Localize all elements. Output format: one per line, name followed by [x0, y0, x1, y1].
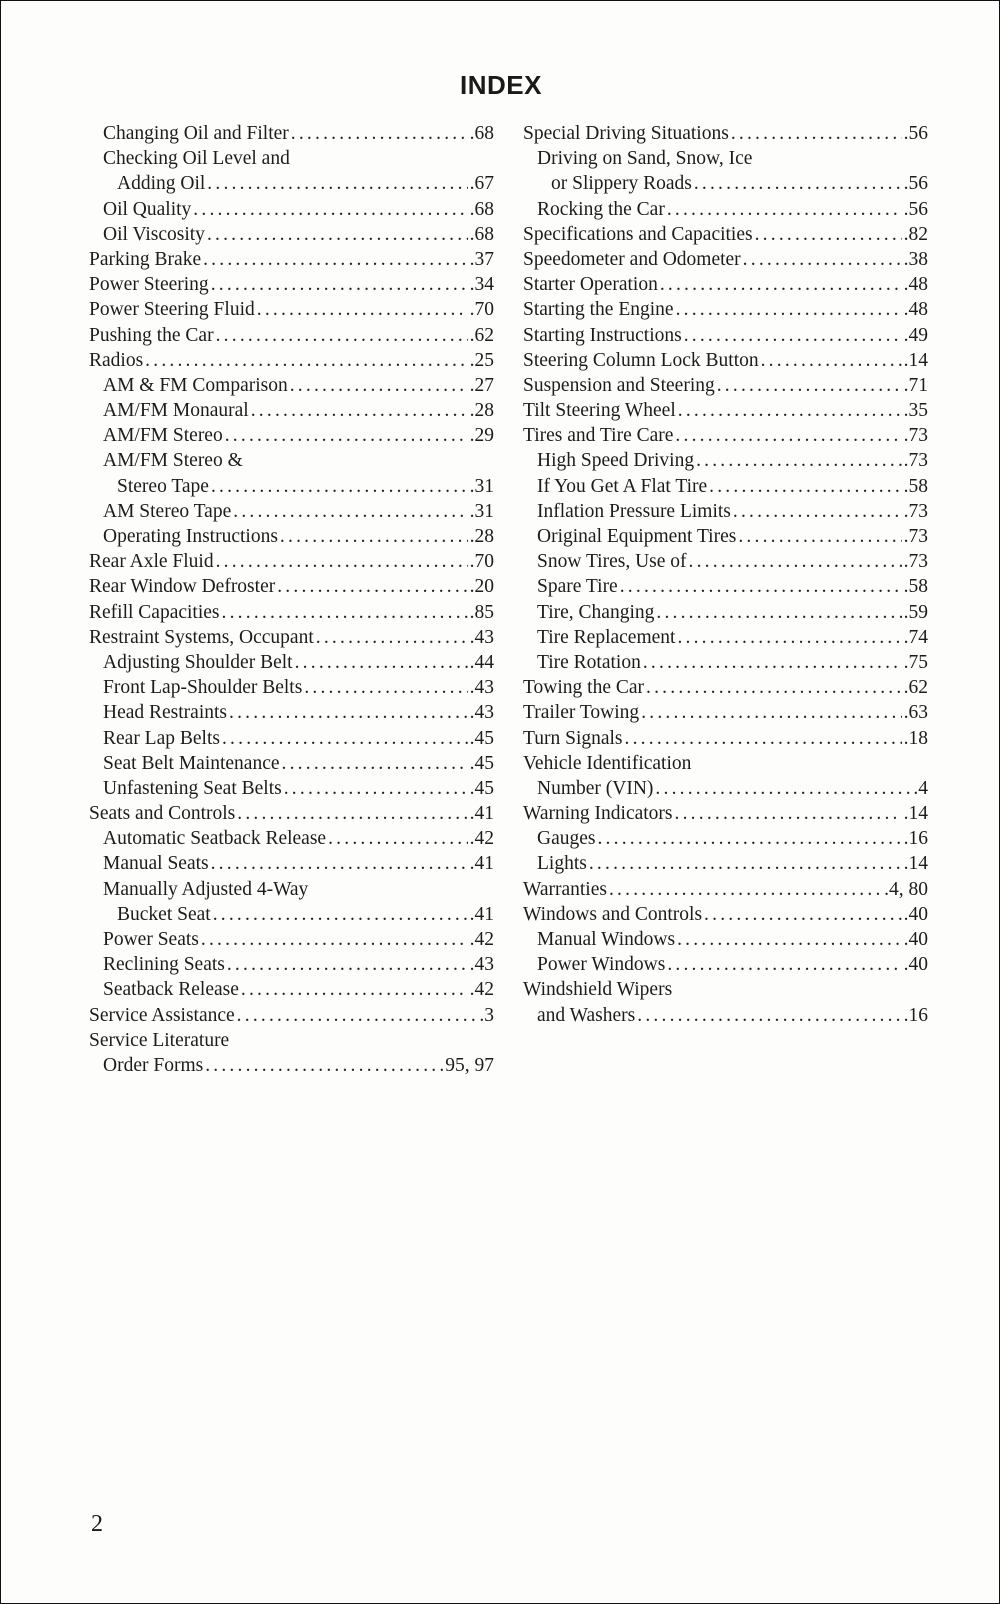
dot-leader — [328, 826, 468, 851]
dot-leader — [277, 574, 467, 599]
index-entry-label: If You Get A Flat Tire — [537, 475, 708, 497]
index-entry-page: .14 — [903, 853, 928, 875]
dot-leader — [216, 323, 468, 348]
dot-leader — [225, 423, 468, 448]
index-entry-label: Starting the Engine — [523, 299, 674, 321]
dot-leader — [229, 700, 468, 725]
index-entry-label: AM/FM Stereo — [103, 425, 223, 447]
index-entry-label: Power Windows — [537, 954, 666, 976]
index-entry — [89, 121, 494, 146]
index-entry-page: .42 — [469, 828, 494, 850]
dot-leader — [620, 574, 902, 599]
index-entry — [89, 801, 494, 826]
index-entry-label: Warning Indicators — [523, 803, 673, 825]
index-entry-page: .27 — [469, 374, 494, 396]
index-entry — [89, 348, 494, 373]
index-entry-page: .73 — [903, 425, 928, 447]
index-entry — [523, 247, 928, 272]
index-entry-page: .63 — [903, 702, 928, 724]
index-entry — [523, 600, 928, 625]
index-entry-page: .42 — [469, 979, 494, 1001]
index-entry — [89, 549, 494, 574]
index-entry — [89, 247, 494, 272]
index-entry-page: .73 — [903, 551, 928, 573]
index-entry — [523, 373, 928, 398]
dot-leader — [655, 776, 911, 801]
index-entry-page: .43 — [469, 954, 494, 976]
index-entry-label: Starter Operation — [523, 274, 658, 296]
index-entry-page: .70 — [469, 299, 494, 321]
index-entry-label: Snow Tires, Use of — [537, 551, 687, 573]
index-entry-page: .43 — [469, 677, 494, 699]
dot-leader — [233, 499, 467, 524]
dot-leader — [704, 902, 902, 927]
dot-leader — [222, 600, 468, 625]
index-entry-label: Stereo Tape — [117, 475, 209, 497]
dot-leader — [677, 927, 902, 952]
index-entry — [89, 146, 494, 171]
dot-leader — [207, 171, 467, 196]
index-entry — [89, 1028, 494, 1053]
dot-leader — [237, 1003, 478, 1028]
index-entry — [89, 877, 494, 902]
dot-leader — [643, 650, 902, 675]
index-entry-page: .31 — [469, 475, 494, 497]
index-entry-label: Rear Axle Fluid — [89, 551, 214, 573]
index-entry-page: .68 — [469, 198, 494, 220]
index-entry-page: .35 — [903, 400, 928, 422]
index-column-left — [89, 121, 494, 1078]
index-entry — [523, 851, 928, 876]
index-entry-label: Turn Signals — [523, 727, 623, 749]
index-entry-page: .25 — [469, 349, 494, 371]
index-entry — [523, 977, 928, 1002]
index-entry — [89, 297, 494, 322]
index-entry — [89, 474, 494, 499]
index-entry — [523, 121, 928, 146]
index-entry-page: .43 — [469, 626, 494, 648]
index-entry — [523, 574, 928, 599]
dot-leader — [696, 448, 902, 473]
index-entry-page: .28 — [469, 526, 494, 547]
index-entry-page: .18 — [903, 727, 928, 749]
dot-leader — [213, 902, 468, 927]
dot-leader — [201, 927, 468, 952]
index-entry-label: Rear Lap Belts — [103, 727, 220, 749]
dot-leader — [211, 851, 468, 876]
index-entry-page: .43 — [469, 702, 494, 724]
index-entry-label: Reclining Seats — [103, 954, 225, 976]
dot-leader — [641, 700, 901, 725]
index-entry-label: Seats and Controls — [89, 803, 236, 825]
index-entry-label: Seatback Release — [103, 979, 239, 1001]
index-entry — [523, 700, 928, 725]
dot-leader — [589, 851, 902, 876]
index-entry-page: .73 — [903, 526, 928, 547]
index-entry — [523, 448, 928, 473]
index-entry-page: .41 — [469, 853, 494, 875]
index-entry-label: Head Restraints — [103, 702, 228, 724]
index-entry-label: Pushing the Car — [89, 324, 214, 346]
index-entry — [89, 700, 494, 725]
index-entry-label: Towing the Car — [523, 677, 645, 699]
index-entry-label: Power Seats — [103, 929, 199, 950]
index-entry-label: Radios — [89, 349, 144, 371]
dot-leader — [677, 625, 901, 650]
page-number: 2 — [91, 1511, 103, 1537]
index-entry — [523, 826, 928, 851]
index-entry — [523, 323, 928, 348]
index-entry — [523, 549, 928, 574]
dot-leader — [295, 650, 468, 675]
index-entry-page: .62 — [469, 324, 494, 346]
index-entry-page: .71 — [903, 374, 928, 396]
index-entry-label: High Speed Driving — [537, 450, 695, 472]
index-entry-label: Oil Viscosity — [103, 223, 205, 245]
dot-leader — [675, 801, 902, 826]
dot-leader — [637, 1003, 901, 1028]
index-entry — [89, 625, 494, 650]
dot-leader — [241, 977, 468, 1002]
index-entry-page: .56 — [903, 173, 928, 195]
index-entry — [89, 776, 494, 801]
index-entry-page: .62 — [903, 677, 928, 699]
index-entry — [89, 448, 494, 473]
dot-leader — [193, 197, 467, 222]
index-entry — [523, 952, 928, 977]
index-entry-page: .20 — [469, 576, 494, 598]
index-entry — [523, 499, 928, 524]
index-entry-page: .45 — [469, 752, 494, 774]
index-entry-label: Number (VIN) — [537, 777, 654, 799]
dot-leader — [205, 1053, 443, 1078]
index-entry-label: Adjusting Shoulder Belt — [103, 651, 293, 673]
dot-leader — [731, 121, 902, 146]
index-entry — [89, 851, 494, 876]
dot-leader — [656, 600, 901, 625]
index-entry — [89, 600, 494, 625]
dot-leader — [678, 398, 902, 423]
index-entry-label: Manual Windows — [537, 929, 676, 950]
index-entry-label: Rear Window Defroster — [89, 576, 276, 598]
dot-leader — [316, 625, 468, 650]
dot-leader — [216, 549, 468, 574]
dot-leader — [667, 197, 902, 222]
index-entry-label: Inflation Pressure Limits — [537, 500, 731, 522]
index-entry — [523, 650, 928, 675]
index-entry-page: .40 — [903, 954, 928, 976]
index-entry-page: .74 — [903, 626, 928, 648]
dot-leader — [709, 474, 901, 499]
index-entry — [89, 927, 494, 952]
index-entry — [523, 1003, 928, 1028]
index-entry — [523, 801, 928, 826]
index-entry-label: Automatic Seatback Release — [103, 828, 327, 850]
dot-leader — [597, 826, 901, 851]
dot-leader — [257, 297, 468, 322]
index-entry-page: .14 — [903, 803, 928, 825]
dot-leader — [667, 952, 901, 977]
index-entry-page: .45 — [469, 777, 494, 799]
index-entry-label: Lights — [537, 853, 587, 875]
index-entry — [523, 398, 928, 423]
dot-leader — [717, 373, 902, 398]
index-entry-label: Tire, Changing — [537, 601, 655, 623]
index-entry-label: Original Equipment Tires — [537, 526, 737, 547]
index-entry-page: .16 — [903, 828, 928, 850]
index-entry-label: Bucket Seat — [117, 903, 211, 925]
index-entry-page: .82 — [903, 223, 928, 245]
index-entry-page: .56 — [903, 198, 928, 220]
index-entry-label: Changing Oil and Filter — [103, 123, 289, 144]
index-entry-label: Tires and Tire Care — [523, 425, 674, 447]
index-entry-label: Manual Seats — [103, 853, 209, 875]
index-entry-label: Front Lap-Shoulder Belts — [103, 677, 303, 699]
index-entry — [523, 902, 928, 927]
index-entry-label: AM Stereo Tape — [103, 500, 232, 522]
index-entry-page: .14 — [903, 349, 928, 371]
index-entry-label: AM/FM Stereo & — [103, 450, 243, 472]
index-entry — [523, 474, 928, 499]
dot-leader — [203, 247, 468, 272]
index-entry-label: Power Steering Fluid — [89, 299, 255, 321]
index-entry — [89, 524, 494, 549]
index-entry-page: .4 — [913, 777, 928, 799]
index-entry-label: Tilt Steering Wheel — [523, 400, 676, 422]
index-entry-label: Speedometer and Odometer — [523, 248, 741, 270]
index-entry-page: .85 — [469, 601, 494, 623]
index-entry-page: .44 — [469, 651, 494, 673]
dot-leader — [646, 675, 902, 700]
index-entry-label: AM & FM Comparison — [103, 374, 288, 396]
index-entry — [89, 650, 494, 675]
index-entry-page: .34 — [469, 274, 494, 296]
index-entry-page: .31 — [469, 500, 494, 522]
index-entry-page: .68 — [469, 123, 494, 144]
index-entry-label: Refill Capacities — [89, 601, 220, 623]
dot-leader — [738, 524, 901, 549]
dot-leader — [675, 423, 901, 448]
index-entry — [523, 927, 928, 952]
dot-leader — [689, 549, 902, 574]
dot-leader — [755, 222, 902, 247]
index-entry — [89, 197, 494, 222]
dot-leader — [684, 323, 902, 348]
index-entry-label: Manually Adjusted 4-Way — [103, 878, 309, 900]
dot-leader — [291, 121, 468, 146]
index-entry-label: and Washers — [537, 1004, 636, 1026]
index-entry — [89, 272, 494, 297]
index-entry-label: Checking Oil Level and — [103, 148, 290, 170]
dot-leader — [222, 726, 468, 751]
dot-leader — [237, 801, 467, 826]
index-entry — [523, 423, 928, 448]
index-entry — [523, 348, 928, 373]
index-entry-page: .42 — [469, 929, 494, 950]
index-entry-page: .3 — [479, 1004, 494, 1026]
dot-leader — [743, 247, 902, 272]
index-entry-label: Starting Instructions — [523, 324, 682, 346]
index-entry-page: .29 — [469, 425, 494, 447]
index-entry-label: Service Literature — [89, 1029, 230, 1051]
index-entry — [89, 171, 494, 196]
index-entry — [89, 1053, 494, 1078]
dot-leader — [761, 348, 902, 373]
index-entry-label: Trailer Towing — [523, 702, 640, 724]
index-entry-page: .68 — [469, 223, 494, 245]
index-entry-label: Power Steering — [89, 274, 209, 296]
index-entry-label: or Slippery Roads — [551, 173, 692, 195]
index-entry-page: .67 — [469, 173, 494, 195]
index-entry — [89, 726, 494, 751]
dot-leader — [625, 726, 902, 751]
index-entry — [89, 952, 494, 977]
index-entry — [523, 197, 928, 222]
dot-leader — [284, 776, 468, 801]
index-entry-label: Windows and Controls — [523, 903, 703, 925]
index-entry-label: Steering Column Lock Button — [523, 349, 759, 371]
dot-leader — [145, 348, 467, 373]
index-entry — [523, 675, 928, 700]
index-entry — [523, 751, 928, 776]
index-entry-page: .40 — [903, 929, 928, 950]
index-entry-page: .48 — [903, 299, 928, 321]
index-entry — [523, 171, 928, 196]
index-entry-label: Tire Replacement — [537, 626, 676, 648]
index-entry-page: .16 — [903, 1004, 928, 1026]
dot-leader — [227, 952, 468, 977]
index-entry-label: Spare Tire — [537, 576, 618, 598]
index-entry-page: .70 — [469, 551, 494, 573]
index-entry-label: Tire Rotation — [537, 651, 641, 673]
index-entry-page: .28 — [469, 400, 494, 422]
index-entry-label: Order Forms — [103, 1054, 204, 1076]
index-entry — [89, 373, 494, 398]
index-entry-page: .45 — [469, 727, 494, 749]
index-entry-label: Operating Instructions — [103, 526, 278, 547]
dot-leader — [290, 373, 468, 398]
index-entry — [89, 398, 494, 423]
index-entry — [523, 625, 928, 650]
index-entry-label: Suspension and Steering — [523, 374, 715, 396]
index-entry-page: .56 — [903, 123, 928, 144]
index-entry-label: Rocking the Car — [537, 198, 665, 220]
index-entry-label: Unfastening Seat Belts — [103, 777, 282, 799]
index-entry-label: Restraint Systems, Occupant — [89, 626, 314, 648]
index-entry — [89, 323, 494, 348]
index-entry-page: .40 — [903, 903, 928, 925]
dot-leader — [304, 675, 467, 700]
dot-leader — [609, 877, 882, 902]
index-entry — [523, 272, 928, 297]
index-entry-page: .4, 80 — [884, 878, 928, 900]
index-entry-label: Service Assistance — [89, 1004, 235, 1026]
index-entry-page: .38 — [903, 248, 928, 270]
dot-leader — [211, 474, 468, 499]
index-entry — [89, 423, 494, 448]
index-entry — [89, 499, 494, 524]
index-entry-label: Warranties — [523, 878, 607, 900]
index-entry-label: Windshield Wipers — [523, 979, 673, 1001]
dot-leader — [733, 499, 902, 524]
index-entry — [89, 751, 494, 776]
page-title: INDEX — [460, 70, 542, 100]
index-entry — [89, 222, 494, 247]
index-entry-label: AM/FM Monaural — [103, 400, 249, 422]
index-entry-page: .73 — [903, 450, 928, 472]
index-entry — [523, 726, 928, 751]
dot-leader — [660, 272, 902, 297]
index-column-right — [523, 121, 928, 1028]
dot-leader — [251, 398, 468, 423]
index-entry — [89, 1003, 494, 1028]
index-entry-page: .41 — [469, 903, 494, 925]
index-entry-page: .49 — [903, 324, 928, 346]
index-entry-page: .48 — [903, 274, 928, 296]
index-entry-page: .58 — [903, 475, 928, 497]
index-entry — [523, 524, 928, 549]
index-entry — [89, 675, 494, 700]
dot-leader — [207, 222, 468, 247]
index-entry-label: Oil Quality — [103, 198, 192, 220]
index-entry-page: .37 — [469, 248, 494, 270]
dot-leader — [280, 524, 468, 549]
index-entry-page: .73 — [903, 500, 928, 522]
dot-leader — [211, 272, 468, 297]
index-entry-label: Parking Brake — [89, 248, 202, 270]
index-entry-page: .75 — [903, 651, 928, 673]
index-entry — [523, 222, 928, 247]
index-entry-page: .58 — [903, 576, 928, 598]
index-entry — [523, 146, 928, 171]
index-entry — [523, 297, 928, 322]
index-entry-page: 95, 97 — [445, 1054, 494, 1076]
dot-leader — [282, 751, 468, 776]
index-entry — [89, 826, 494, 851]
index-entry-page: .59 — [903, 601, 928, 623]
index-entry — [89, 902, 494, 927]
index-entry — [89, 574, 494, 599]
index-entry — [523, 877, 928, 902]
index-entry-page: .41 — [469, 803, 494, 825]
index-entry — [523, 776, 928, 801]
index-entry-label: Vehicle Identification — [523, 752, 692, 774]
dot-leader — [676, 297, 902, 322]
index-entry-label: Gauges — [537, 828, 596, 850]
index-entry-label: Driving on Sand, Snow, Ice — [537, 148, 753, 170]
index-entry-label: Special Driving Situations — [523, 123, 729, 144]
dot-leader — [694, 171, 902, 196]
index-entry-label: Adding Oil — [117, 173, 206, 195]
index-entry-label: Specifications and Capacities — [523, 223, 753, 245]
index-entry — [89, 977, 494, 1002]
index-entry-label: Seat Belt Maintenance — [103, 752, 280, 774]
